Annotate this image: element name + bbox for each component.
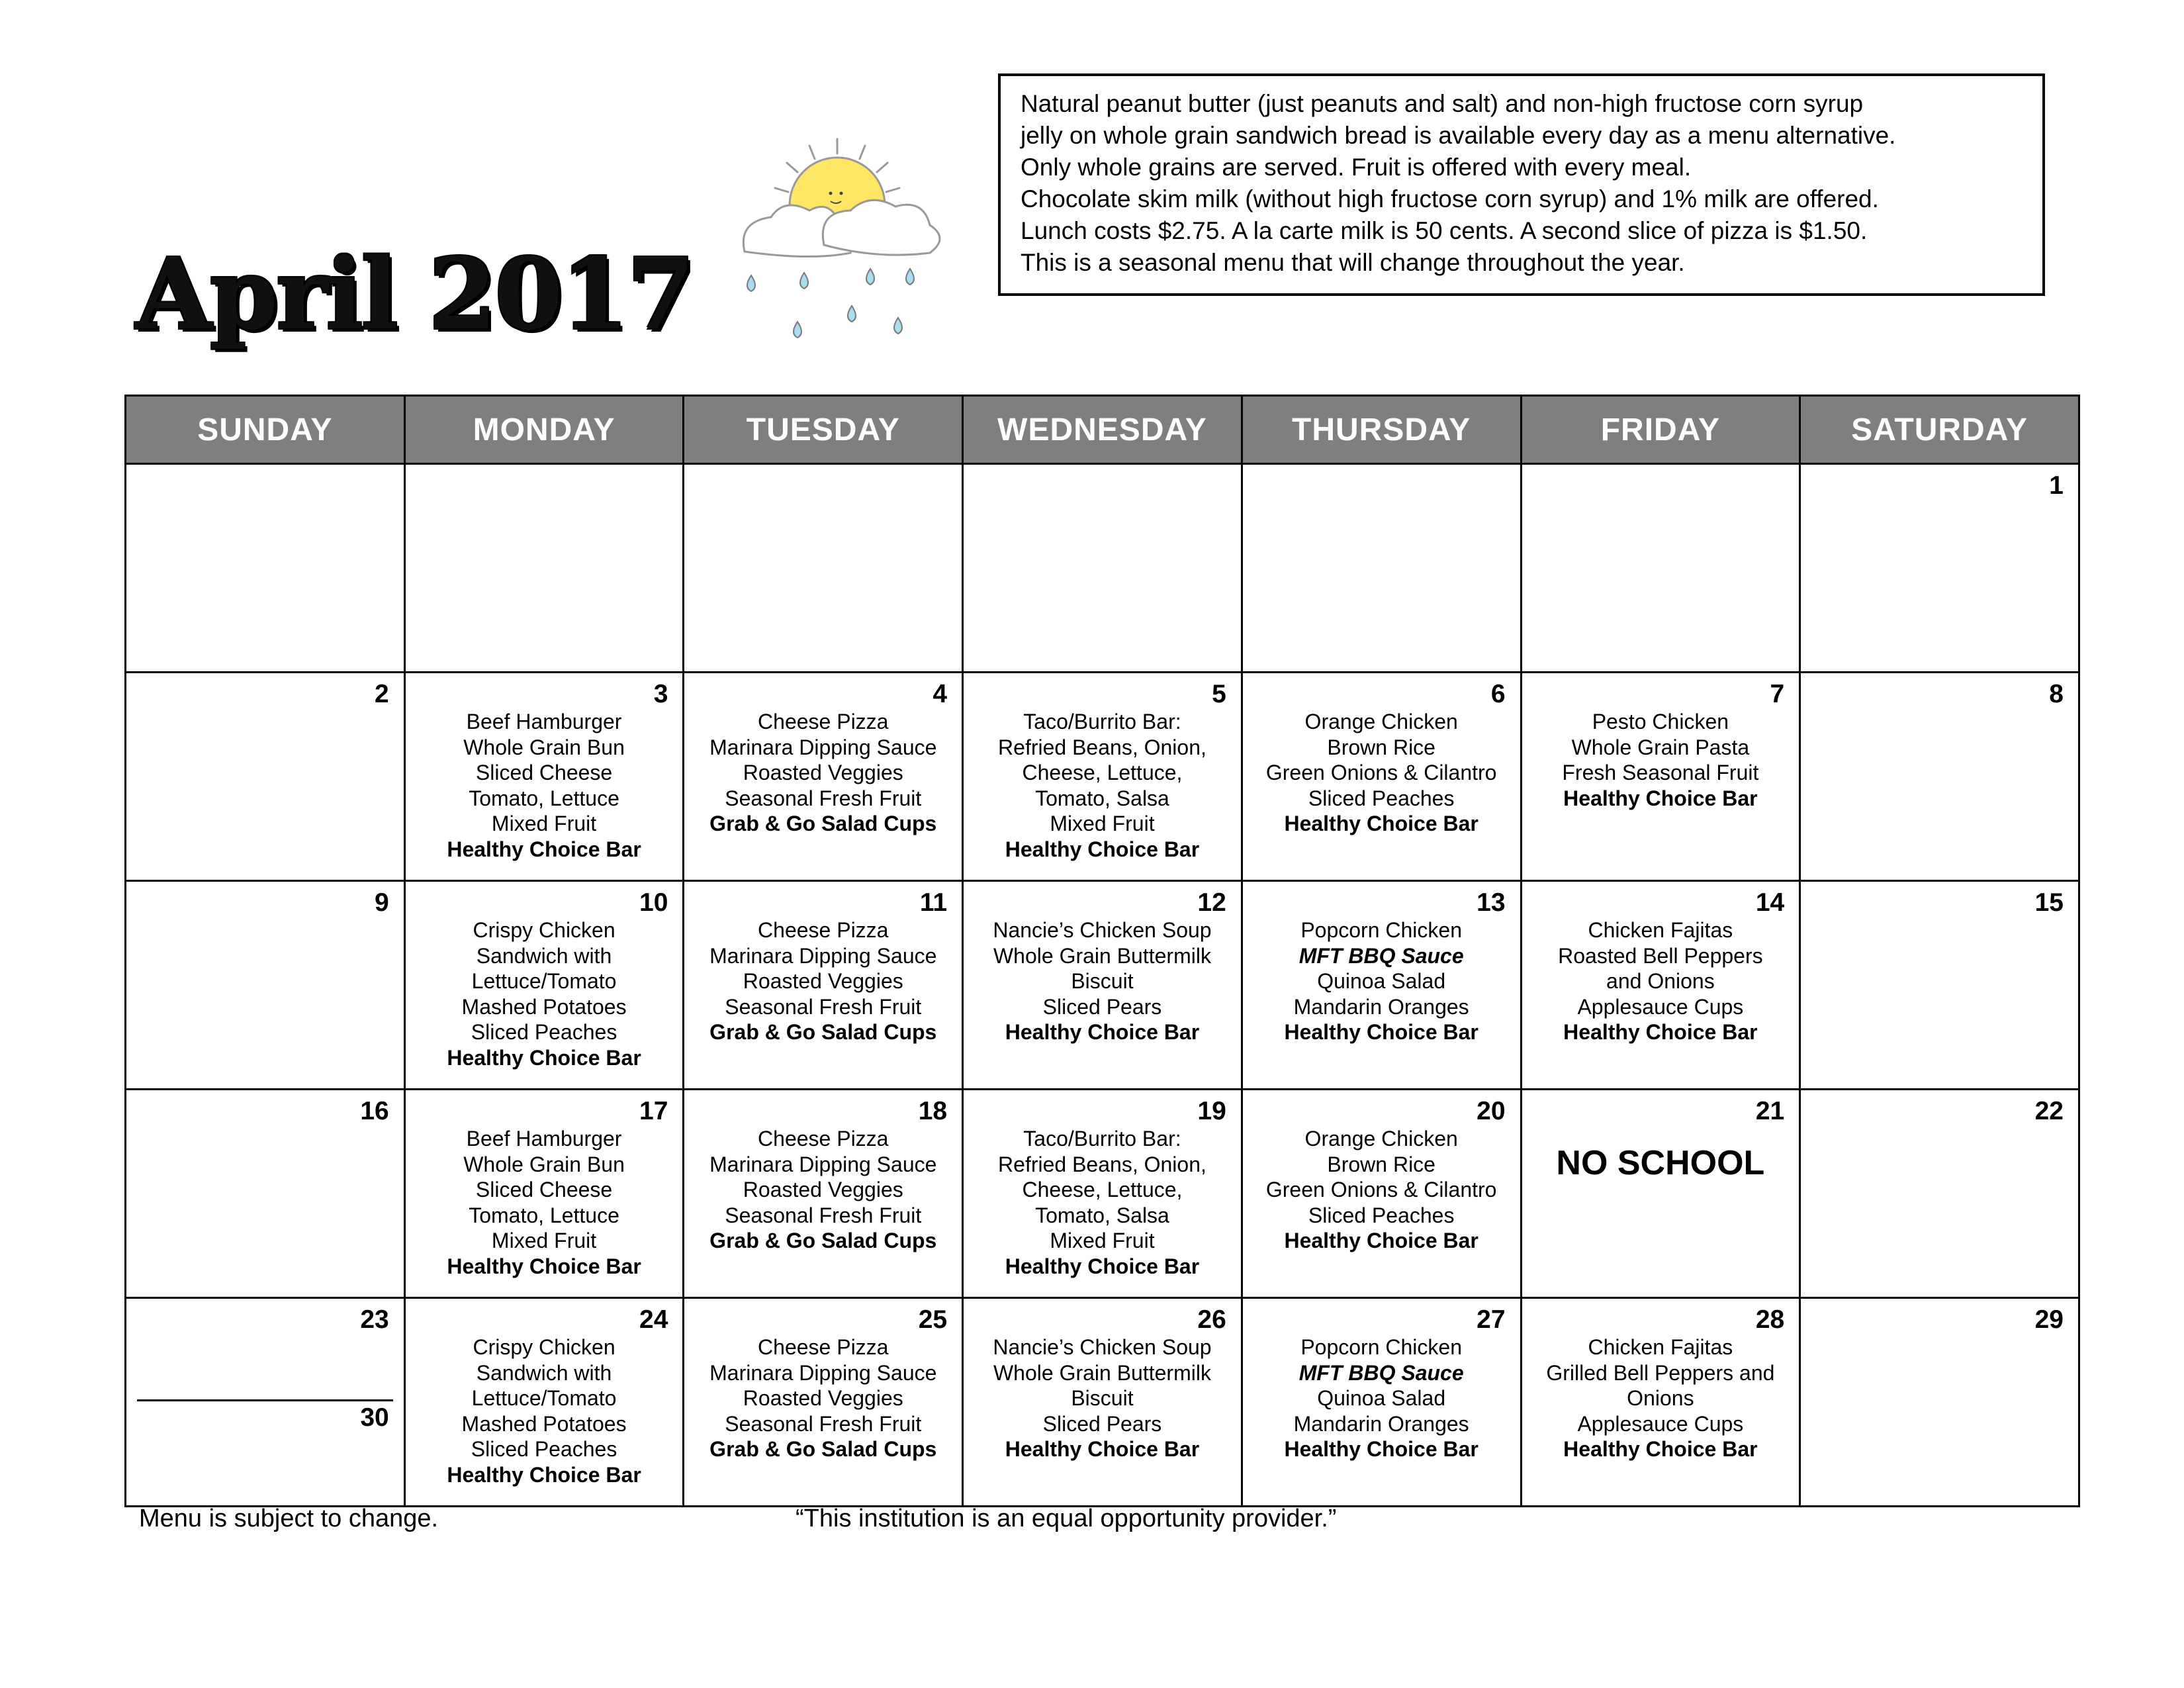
day-number — [1243, 465, 1520, 473]
day-number: 4 — [933, 680, 948, 708]
menu-item: Marinara Dipping Sauce — [709, 943, 937, 968]
weekday-header: THURSDAY — [1242, 396, 1521, 464]
day-cell — [1800, 464, 2079, 673]
menu-item: Healthy Choice Bar — [1284, 1020, 1479, 1044]
menu-item: Grab & Go Salad Cups — [709, 1229, 937, 1252]
day-cell — [1242, 673, 1521, 881]
menu-item: Grab & Go Salad Cups — [709, 812, 937, 835]
weekday-header: FRIDAY — [1521, 396, 1800, 464]
menu-item: Healthy Choice Bar — [447, 1254, 641, 1278]
notice-line: Lunch costs $2.75. A la carte milk is 50 cents. A second slice of pizza is $1.50. — [1021, 217, 1868, 244]
menu-item: Sliced Cheese — [475, 1178, 613, 1201]
day-number: 5 — [1212, 680, 1226, 708]
menu-item: Mixed Fruit — [491, 1229, 597, 1252]
day-cell — [404, 673, 684, 881]
day-number: 15 — [2034, 888, 2064, 917]
menu-item: Healthy Choice Bar — [1563, 1437, 1758, 1461]
menu-items — [684, 708, 962, 837]
date-divider — [137, 1399, 393, 1401]
menu-item: Healthy Choice Bar — [1284, 812, 1479, 835]
calendar-body — [126, 464, 2079, 1507]
notice-line: This is a seasonal menu that will change throughout the year. — [1021, 249, 1685, 276]
menu-item: Mixed Fruit — [491, 812, 597, 835]
day-cell — [963, 1298, 1242, 1507]
day-cell — [1521, 881, 1800, 1090]
week-row — [126, 881, 2079, 1090]
week-row — [126, 1090, 2079, 1298]
day-cell — [1521, 464, 1800, 673]
menu-item: Refried Beans, Onion, — [998, 1152, 1206, 1176]
day-cell — [684, 464, 963, 673]
menu-item: Cheese, Lettuce, — [1022, 1178, 1183, 1201]
menu-item: Healthy Choice Bar — [1563, 1020, 1758, 1044]
menu-item: Green Onions & Cilantro — [1265, 1178, 1497, 1201]
day-cell — [1242, 1298, 1521, 1507]
menu-items — [406, 708, 683, 862]
day-number — [406, 465, 683, 473]
day-number: 9 — [375, 888, 389, 917]
menu-item: Taco/Burrito Bar: — [1023, 1127, 1181, 1150]
day-number: 29 — [2034, 1305, 2064, 1334]
menu-items — [1243, 1333, 1520, 1462]
menu-item: Nancie’s Chicken Soup — [993, 918, 1212, 942]
day-cell — [1521, 1298, 1800, 1507]
menu-item: Orange Chicken — [1304, 1127, 1458, 1150]
day-number: 8 — [2049, 680, 2064, 708]
day-number — [1522, 465, 1799, 473]
day-number: 27 — [1477, 1305, 1506, 1334]
menu-item: Orange Chicken — [1304, 710, 1458, 733]
menu-item: Healthy Choice Bar — [1005, 1437, 1200, 1461]
week-row — [126, 464, 2079, 673]
day-cell — [1800, 881, 2079, 1090]
menu-item: Healthy Choice Bar — [447, 837, 641, 861]
day-number — [126, 465, 404, 473]
menu-item: Tomato, Salsa — [1035, 786, 1169, 810]
menu-item: Sliced Pears — [1042, 1411, 1162, 1436]
notice-line: jelly on whole grain sandwich bread is available every day as a menu alternative. — [1021, 122, 1896, 149]
menu-items — [1243, 916, 1520, 1045]
day-cell — [1242, 881, 1521, 1090]
day-cell — [404, 464, 684, 673]
day-cell — [1800, 1298, 2079, 1507]
menu-item: Roasted Veggies — [743, 969, 903, 993]
menu-items — [406, 1333, 683, 1487]
menu-item: Quinoa Salad — [1317, 969, 1446, 993]
menu-item: Tomato, Salsa — [1035, 1203, 1169, 1227]
menu-item: Beef Hamburger — [466, 710, 622, 733]
menu-item: Healthy Choice Bar — [1563, 786, 1758, 810]
menu-item: Mashed Potatoes — [461, 1411, 627, 1436]
menu-item: Biscuit — [1071, 969, 1134, 993]
menu-item: Marinara Dipping Sauce — [709, 1360, 937, 1385]
menu-notice-box — [998, 73, 2045, 296]
day-number: 26 — [1197, 1305, 1226, 1334]
menu-items — [684, 1125, 962, 1254]
menu-item: Applesauce Cups — [1577, 1411, 1744, 1436]
day-number: 23 — [360, 1305, 389, 1334]
day-cell — [963, 881, 1242, 1090]
menu-item: Roasted Veggies — [743, 761, 903, 784]
day-number: 13 — [1477, 888, 1506, 917]
menu-item: Crispy Chicken — [473, 918, 615, 942]
menu-item: Brown Rice — [1327, 1152, 1435, 1176]
menu-item: Roasted Veggies — [743, 1386, 903, 1410]
menu-item: Sliced Peaches — [1308, 1203, 1455, 1227]
menu-item: Whole Grain Bun — [463, 735, 625, 759]
day-number: 19 — [1197, 1097, 1226, 1125]
menu-item: Sandwich with — [476, 1360, 612, 1385]
menu-items — [1522, 1333, 1799, 1462]
menu-item: Refried Beans, Onion, — [998, 735, 1206, 759]
menu-item: Lettuce/Tomato — [471, 1386, 617, 1410]
day-cell — [684, 881, 963, 1090]
footer-equal-opportunity: “This institution is an equal opportunity provider.” — [796, 1505, 1337, 1532]
day-cell — [684, 673, 963, 881]
menu-item: Cheese Pizza — [758, 1335, 889, 1359]
menu-item: Whole Grain Bun — [463, 1152, 625, 1176]
menu-item: Healthy Choice Bar — [1005, 837, 1200, 861]
menu-item: Healthy Choice Bar — [1284, 1229, 1479, 1252]
menu-item: Healthy Choice Bar — [447, 1045, 641, 1070]
weekday-header: SUNDAY — [126, 396, 405, 464]
menu-item: MFT BBQ Sauce — [1298, 1360, 1464, 1385]
menu-items — [406, 1125, 683, 1279]
day-cell — [1521, 673, 1800, 881]
page-title: April 2017 — [136, 236, 694, 352]
menu-item: Popcorn Chicken — [1300, 1335, 1462, 1359]
menu-item: Healthy Choice Bar — [1005, 1020, 1200, 1044]
menu-item: Green Onions & Cilantro — [1265, 761, 1497, 784]
footer-disclaimer: Menu is subject to change. — [139, 1505, 439, 1532]
menu-item: Sliced Peaches — [1308, 786, 1455, 810]
menu-item: Crispy Chicken — [473, 1335, 615, 1359]
day-cell — [963, 1090, 1242, 1298]
day-number: 18 — [918, 1097, 948, 1125]
menu-item: Whole Grain Pasta — [1571, 735, 1750, 759]
day-number — [684, 465, 962, 473]
menu-item: Seasonal Fresh Fruit — [725, 1203, 922, 1227]
menu-item: Fresh Seasonal Fruit — [1562, 761, 1759, 784]
menu-item: Mixed Fruit — [1050, 812, 1155, 835]
day-number: 11 — [919, 888, 948, 917]
menu-item: Mandarin Oranges — [1293, 994, 1469, 1019]
menu-item: Mixed Fruit — [1050, 1229, 1155, 1252]
menu-item: Pesto Chicken — [1592, 710, 1729, 733]
day-cell — [1242, 464, 1521, 673]
weekday-header: MONDAY — [404, 396, 684, 464]
menu-item: and Onions — [1606, 969, 1715, 993]
sun-cloud-rain-icon — [731, 132, 956, 351]
day-number: 22 — [2034, 1097, 2064, 1125]
menu-items — [964, 1125, 1241, 1279]
menu-items — [964, 916, 1241, 1045]
menu-item: Beef Hamburger — [466, 1127, 622, 1150]
day-number: 12 — [1197, 888, 1226, 917]
week-row — [126, 1298, 2079, 1507]
menu-item: Seasonal Fresh Fruit — [725, 1411, 922, 1436]
day-number: 17 — [639, 1097, 668, 1125]
day-number: 30 — [360, 1403, 389, 1432]
menu-item: Brown Rice — [1327, 735, 1435, 759]
menu-calendar — [124, 395, 2080, 1507]
weekday-header: TUESDAY — [684, 396, 963, 464]
day-cell — [684, 1090, 963, 1298]
day-number: 10 — [639, 888, 668, 917]
day-cell — [126, 464, 405, 673]
day-number: 16 — [360, 1097, 389, 1125]
menu-item: Cheese Pizza — [758, 710, 889, 733]
day-cell — [404, 1298, 684, 1507]
day-number: 3 — [653, 680, 668, 708]
menu-item: Sliced Peaches — [471, 1020, 617, 1044]
menu-items — [684, 916, 962, 1045]
menu-item: Marinara Dipping Sauce — [709, 1152, 937, 1176]
menu-items — [1522, 916, 1799, 1045]
menu-item: Sliced Cheese — [475, 761, 613, 784]
day-number: 24 — [639, 1305, 668, 1334]
menu-items — [1522, 708, 1799, 811]
menu-item: Taco/Burrito Bar: — [1023, 710, 1181, 733]
day-number: 20 — [1477, 1097, 1506, 1125]
menu-item: Lettuce/Tomato — [471, 969, 617, 993]
menu-item: Healthy Choice Bar — [1284, 1437, 1479, 1461]
notice-line: Only whole grains are served. Fruit is offered with every meal. — [1021, 154, 1692, 181]
menu-item: Cheese Pizza — [758, 1127, 889, 1150]
menu-item: Whole Grain Buttermilk — [993, 1360, 1211, 1385]
menu-item: Mashed Potatoes — [461, 994, 627, 1019]
menu-item: Biscuit — [1071, 1386, 1134, 1410]
menu-item: Chicken Fajitas — [1588, 918, 1733, 942]
menu-items — [1243, 1125, 1520, 1254]
menu-item: Whole Grain Buttermilk — [993, 943, 1211, 968]
menu-items — [684, 1333, 962, 1462]
day-cell — [126, 1298, 405, 1507]
day-cell — [404, 1090, 684, 1298]
day-number: 25 — [918, 1305, 948, 1334]
day-number: 6 — [1490, 680, 1506, 708]
menu-item: Mandarin Oranges — [1293, 1411, 1469, 1436]
day-number — [964, 465, 1241, 473]
menu-item: Popcorn Chicken — [1300, 918, 1462, 942]
menu-items — [406, 916, 683, 1070]
day-number: 14 — [1755, 888, 1785, 917]
menu-item: Grab & Go Salad Cups — [709, 1020, 937, 1044]
notice-line: Chocolate skim milk (without high fructose corn syrup) and 1% milk are offered. — [1021, 185, 1879, 212]
menu-items — [964, 1333, 1241, 1462]
day-number: 21 — [1755, 1097, 1785, 1125]
day-cell — [126, 673, 405, 881]
menu-item: Roasted Bell Peppers — [1558, 943, 1763, 968]
menu-item: Grab & Go Salad Cups — [709, 1437, 937, 1461]
day-cell — [963, 464, 1242, 673]
day-number: 1 — [2049, 471, 2064, 500]
menu-item: MFT BBQ Sauce — [1298, 943, 1464, 968]
notice-line: Natural peanut butter (just peanuts and salt) and non-high fructose corn syrup — [1021, 90, 1864, 117]
day-number: 28 — [1755, 1305, 1785, 1334]
menu-item: Sliced Pears — [1042, 994, 1162, 1019]
day-cell — [1800, 673, 2079, 881]
day-cell — [126, 1090, 405, 1298]
menu-item: Sandwich with — [476, 943, 612, 968]
no-school-note: NO SCHOOL — [1556, 1144, 1765, 1182]
day-cell — [1242, 1090, 1521, 1298]
menu-item: Grilled Bell Peppers and — [1546, 1360, 1775, 1385]
menu-item: Healthy Choice Bar — [1005, 1254, 1200, 1278]
menu-item: Seasonal Fresh Fruit — [725, 786, 922, 810]
week-row — [126, 673, 2079, 881]
day-cell — [963, 673, 1242, 881]
day-cell — [1521, 1090, 1800, 1298]
weekday-header-row — [126, 396, 2079, 464]
menu-item: Onions — [1627, 1386, 1694, 1410]
menu-item: Cheese Pizza — [758, 918, 889, 942]
weekday-header: WEDNESDAY — [963, 396, 1242, 464]
menu-item: Tomato, Lettuce — [469, 786, 619, 810]
day-cell — [684, 1298, 963, 1507]
menu-item: Sliced Peaches — [471, 1437, 617, 1461]
menu-item: Marinara Dipping Sauce — [709, 735, 937, 759]
menu-items — [964, 708, 1241, 862]
day-cell — [404, 881, 684, 1090]
day-number: 2 — [375, 680, 389, 708]
day-cell — [1800, 1090, 2079, 1298]
menu-item: Quinoa Salad — [1317, 1386, 1446, 1410]
menu-item: Seasonal Fresh Fruit — [725, 994, 922, 1019]
day-number: 7 — [1770, 680, 1785, 708]
menu-item: Applesauce Cups — [1577, 994, 1744, 1019]
day-cell — [126, 881, 405, 1090]
menu-item: Nancie’s Chicken Soup — [993, 1335, 1212, 1359]
menu-item: Roasted Veggies — [743, 1178, 903, 1201]
menu-item: Tomato, Lettuce — [469, 1203, 619, 1227]
menu-item: Chicken Fajitas — [1588, 1335, 1733, 1359]
menu-items — [1243, 708, 1520, 837]
menu-item: Healthy Choice Bar — [447, 1462, 641, 1487]
menu-item: Cheese, Lettuce, — [1022, 761, 1183, 784]
weekday-header: SATURDAY — [1800, 396, 2079, 464]
